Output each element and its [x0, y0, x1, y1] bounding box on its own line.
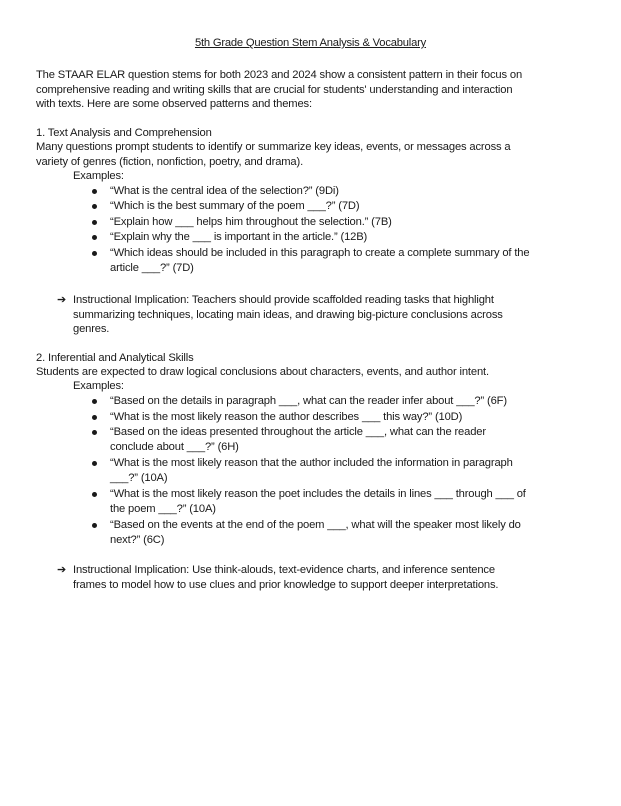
example-item: “What is the most likely reason the author describes ___ this way?” (10D)	[110, 411, 463, 423]
section-heading: 1. Text Analysis and Comprehension	[36, 127, 212, 139]
intro-line: with texts. Here are some observed patterns and themes:	[36, 98, 312, 110]
document-title: 5th Grade Question Stem Analysis & Vocabulary	[194, 37, 427, 49]
example-item: “What is the most likely reason that the author included the information in paragraph	[110, 457, 513, 469]
implication-line: summarizing techniques, locating main ideas, and drawing big-picture conclusions across	[73, 309, 503, 321]
bullet-icon	[92, 189, 97, 194]
section-description: variety of genres (fiction, nonfiction, poetry, and drama).	[36, 156, 304, 168]
section-heading: 2. Inferential and Analytical Skills	[36, 352, 194, 364]
bullet-icon	[92, 235, 97, 240]
implication-line: Instructional Implication: Teachers should provide scaffolded reading tasks that highlight	[73, 294, 494, 306]
bullet-icon	[92, 220, 97, 225]
bullet-icon	[92, 430, 97, 435]
bullet-icon	[92, 204, 97, 209]
bullet-icon	[92, 523, 97, 528]
section-description: Students are expected to draw logical conclusions about characters, events, and author intent.	[36, 366, 489, 378]
implication-line: genres.	[73, 323, 110, 335]
example-item: “Based on the events at the end of the poem ___, what will the speaker most likely do	[110, 519, 521, 531]
bullet-icon	[92, 251, 97, 256]
example-item: “What is the most likely reason the poet includes the details in lines ___ through ___ of	[110, 488, 526, 500]
bullet-icon	[92, 492, 97, 497]
example-item: “Based on the details in paragraph ___, what can the reader infer about ___?” (6F)	[110, 395, 507, 407]
bullet-icon	[92, 415, 97, 420]
example-item: “Based on the ideas presented throughout the article ___, what can the reader	[110, 426, 486, 438]
bullet-icon	[92, 399, 97, 404]
bullet-icon	[92, 461, 97, 466]
implication-line: Instructional Implication: Use think-alouds, text-evidence charts, and inference sentence	[73, 564, 495, 576]
example-item-continued: next?” (6C)	[110, 534, 165, 546]
example-item: “What is the central idea of the selection?” (9Di)	[110, 185, 339, 197]
arrow-icon: ➔	[57, 294, 67, 306]
example-item-continued: the poem ___?” (10A)	[110, 503, 216, 515]
arrow-icon: ➔	[57, 564, 67, 576]
intro-line: comprehensive reading and writing skills that are crucial for students' understanding and interaction	[36, 84, 513, 96]
example-item-continued: conclude about ___?” (6H)	[110, 441, 239, 453]
example-item-continued: ___?” (10A)	[110, 472, 168, 484]
example-item: “Which ideas should be included in this paragraph to create a complete summary of the	[110, 247, 530, 259]
example-item-continued: article ___?” (7D)	[110, 262, 194, 274]
implication-line: frames to model how to use clues and prior knowledge to support deeper interpretations.	[73, 579, 499, 591]
intro-line: The STAAR ELAR question stems for both 2023 and 2024 show a consistent pattern in their focus on	[36, 69, 523, 81]
examples-label: Examples:	[73, 170, 124, 182]
example-item: “Which is the best summary of the poem ___?” (7D)	[110, 200, 360, 212]
example-item: “Explain how ___ helps him throughout the selection.” (7B)	[110, 216, 392, 228]
examples-label: Examples:	[73, 380, 124, 392]
section-description: Many questions prompt students to identify or summarize key ideas, events, or messages across a	[36, 141, 511, 153]
example-item: “Explain why the ___ is important in the article.” (12B)	[110, 231, 368, 243]
